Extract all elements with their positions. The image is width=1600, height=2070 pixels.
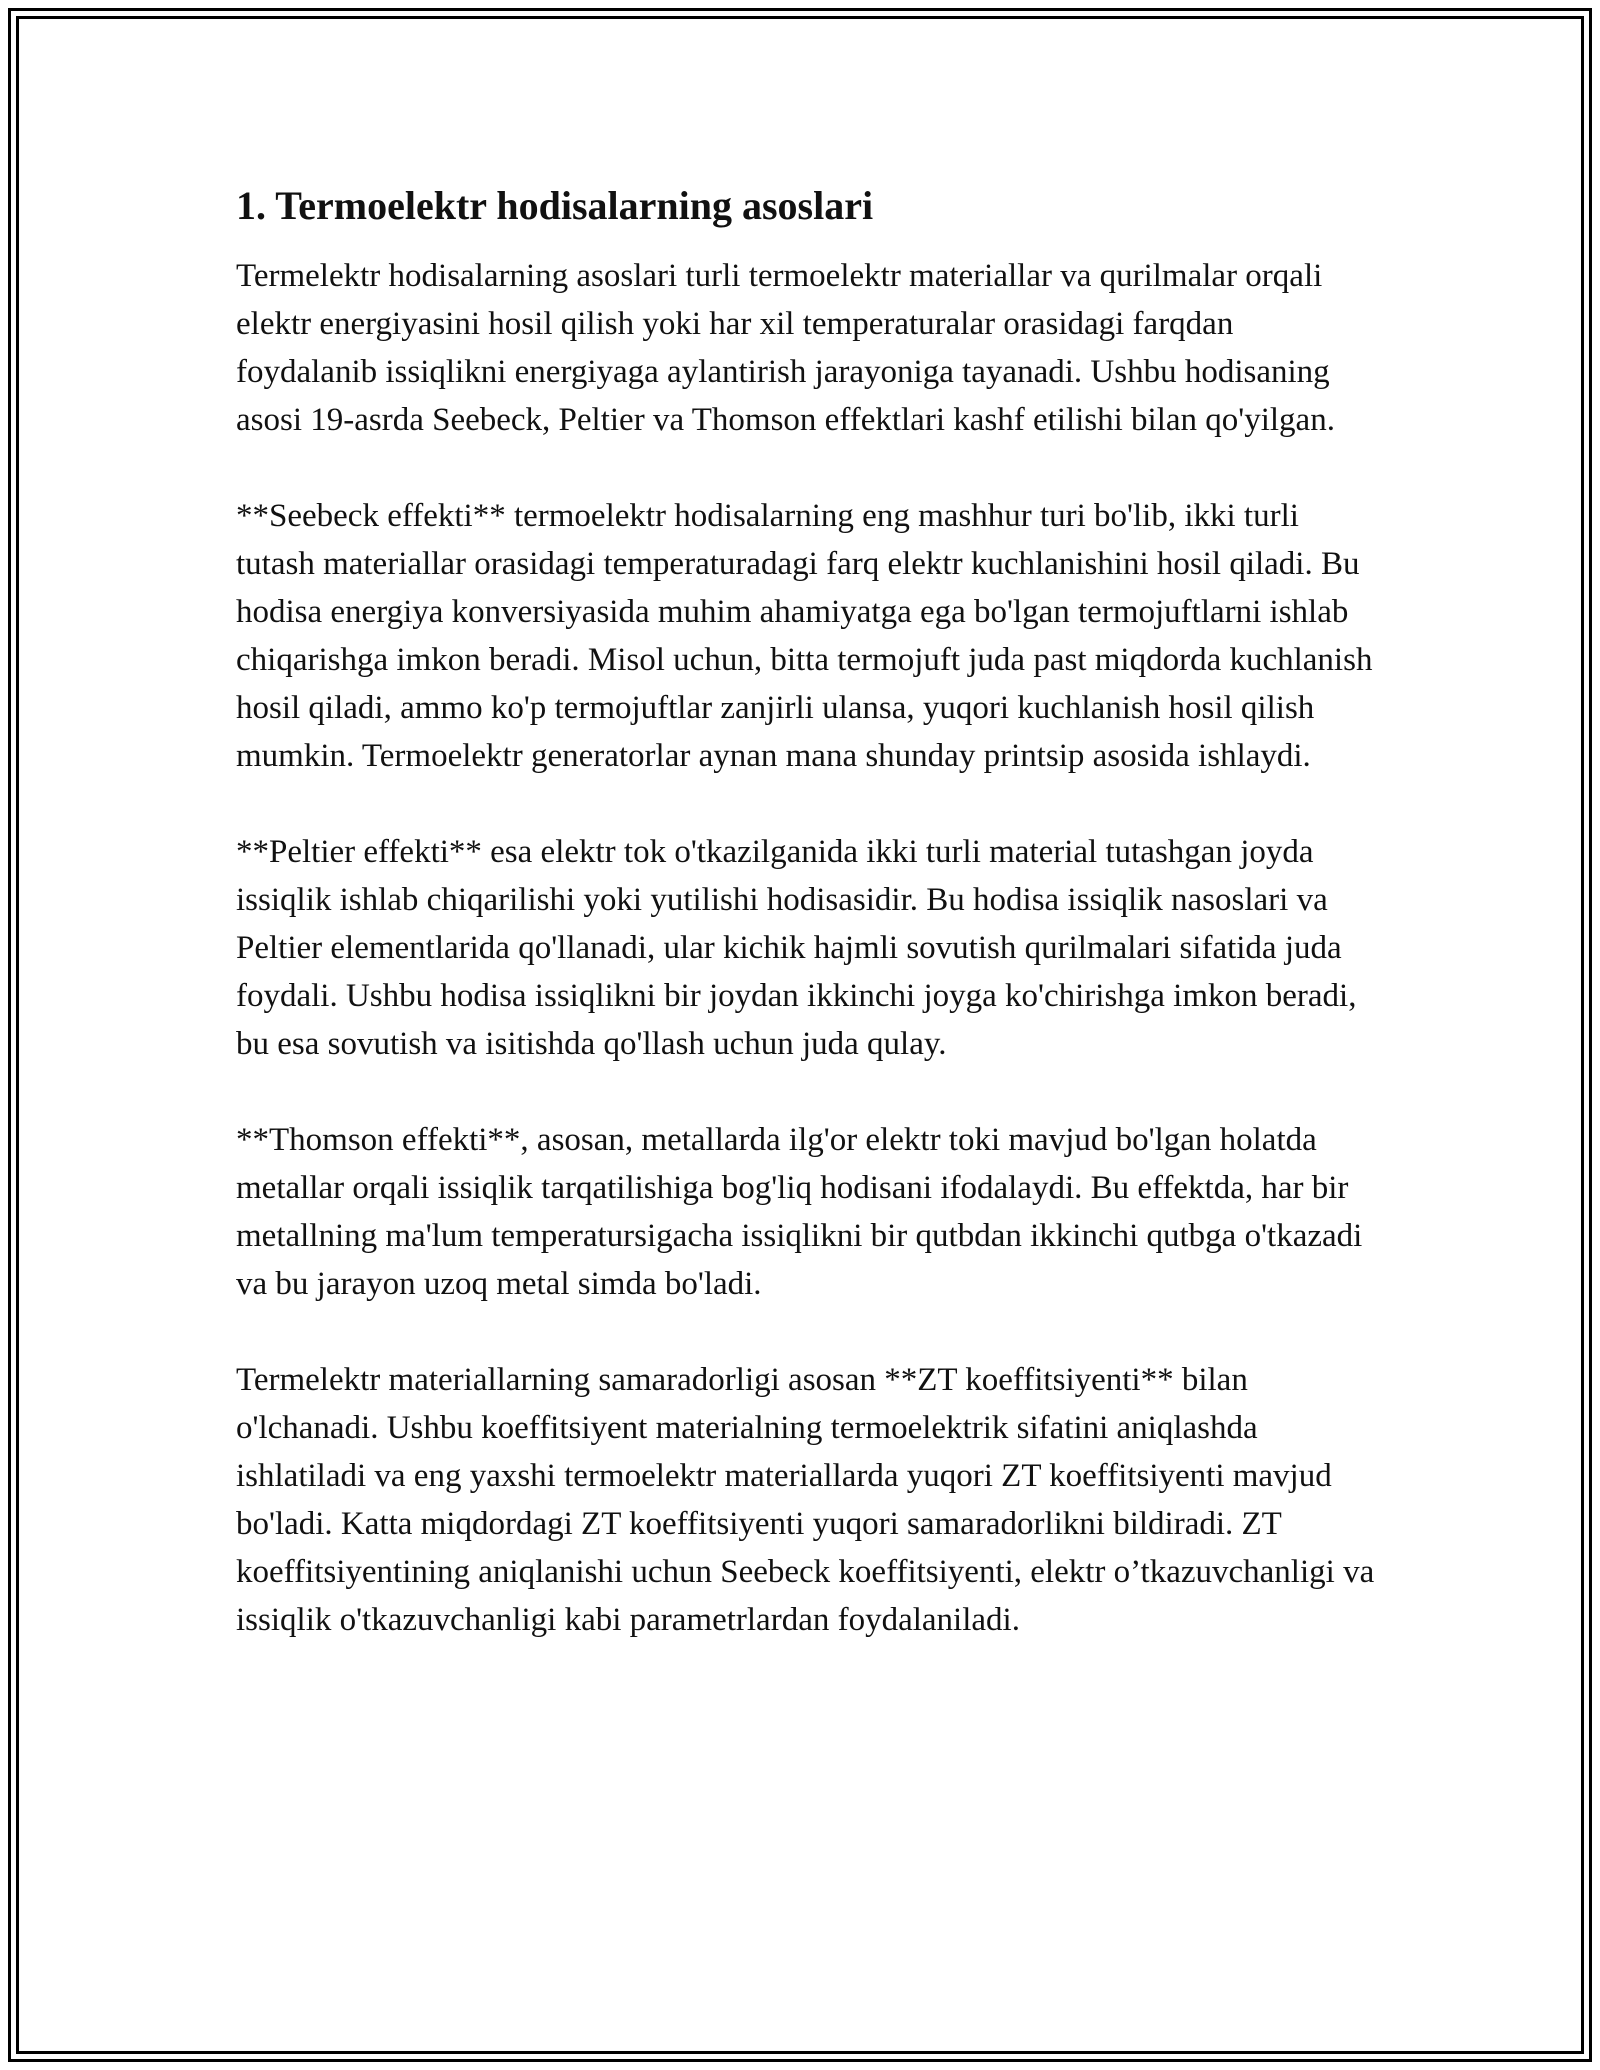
paragraph-zt: Termelektr materiallarning samaradorligi asosan **ZT koeffitsiyenti** bilan o'lchanadi. Ushbu koeffitsiyent materialning termoelektrik sifatini aniqlashda ishlatiladi va eng yaxshi termoelektr materiallarda yuqori ZT koeffitsiyenti mavjud bo'ladi. Katta miqdordagi ZT koeffitsiyenti yuqori samaradorlikni bildiradi. ZT koeffitsiyentining aniqlanishi uchun Seebeck koeffitsiyenti, elektr o’tkazuvchanligi va issiqlik o'tkazuvchanligi kabi parametrlardan foydalaniladi. [236,1362,1375,1638]
paragraph-peltier: **Peltier effekti** esa elektr tok o'tkazilganida ikki turli material tutashgan joyda issiqlik ishlab chiqarilishi yoki yutilishi hodisasidir. Bu hodisa issiqlik nasoslari va Peltier elementlarida qo'llanadi, ular kichik hajmli sovutish qurilmalari sifatida juda foydali. Ushbu hodisa issiqlikni bir joydan ikkinchi joyga ko'chirishga imkon beradi, bu esa sovutish va isitishda qo'llash uchun juda qulay. [236,834,1357,1062]
paragraph-thomson: **Thomson effekti**, asosan, metallarda ilg'or elektr toki mavjud bo'lgan holatda metallar orqali issiqlik tarqatilishiga bog'liq hodisani ifodalaydi. Bu effektda, har bir metallning ma'lum temperatursigacha issiqlikni bir qutbdan ikkinchi qutbga o'tkazadi va bu jarayon uzoq metal simda bo'ladi. [236,1122,1363,1302]
paragraph-seebeck: **Seebeck effekti** termoelektr hodisalarning eng mashhur turi bo'lib, ikki turli tutash materiallar orasidagi temperaturadagi farq elektr kuchlanishini hosil qiladi. Bu hodisa energiya konversiyasida muhim ahamiyatga ega bo'lgan termojuftlarni ishlab chiqarishga imkon beradi. Misol uchun, bitta termojuft juda past miqdorda kuchlanish hosil qiladi, ammo ko'p termojuftlar zanjirli ulansa, yuqori kuchlanish hosil qilish mumkin. Termoelektr generatorlar aynan mana shunday printsip asosida ishlaydi. [236,498,1373,774]
paragraph-intro: Termelektr hodisalarning asoslari turli termoelektr materiallar va qurilmalar orqali elektr energiyasini hosil qilish yoki har xil temperaturalar orasidagi farqdan foydalanib issiqlikni energiyaga aylantirish jarayoniga tayanadi. Ushbu hodisaning asosi 19-asrda Seebeck, Peltier va Thomson effektlari kashf etilishi bilan qo'yilgan. [236,258,1335,438]
document-body [236,182,1376,1644]
section-heading: 1. Termoelektr hodisalarning asoslari [236,183,874,228]
